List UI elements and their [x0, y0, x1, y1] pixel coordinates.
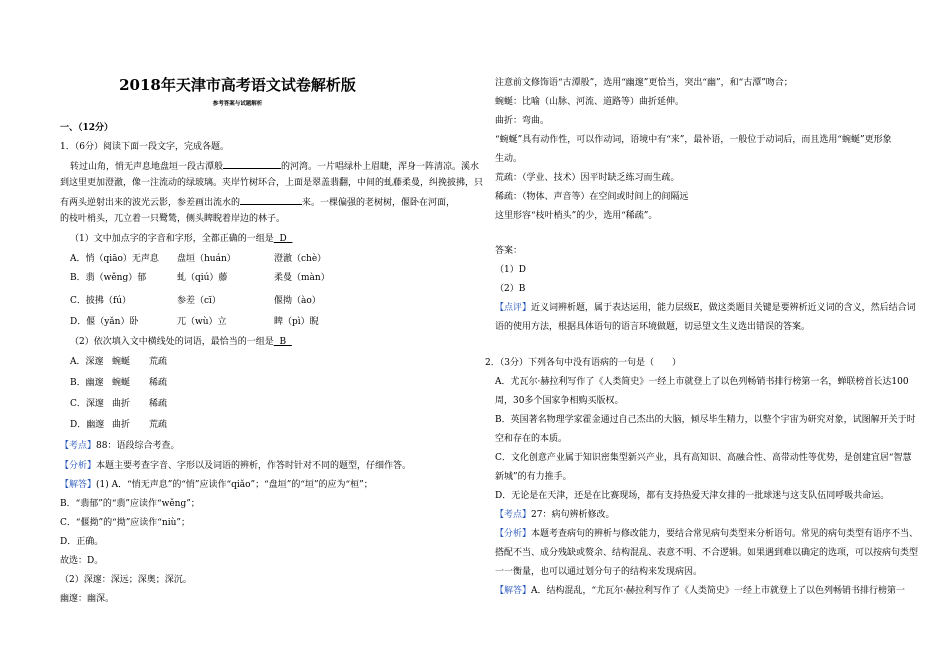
q1-kaodian: 【考点】88：语段综合考查。	[60, 441, 180, 451]
analysis-line: 生动。	[495, 154, 523, 164]
analysis-line: 注意前文修饰语“古潭般”，选用“幽邃”更恰当，突出“幽”，和“古潭”吻合；	[495, 78, 793, 88]
q2-fenxi-line: 搭配不当、成分残缺或赘余、结构混乱、表意不明、不合逻辑。如果遇到难以确定的选项，可以按病句类型	[495, 548, 919, 558]
kaodian-tag: 【考点】	[60, 441, 97, 451]
answer-2: （2）B	[495, 284, 526, 294]
q1-jieda-line: B．“翡郁”的“翡”应读作“wěng”；	[60, 499, 200, 509]
q2-kaodian: 【考点】27：病句辨析修改。	[495, 510, 615, 520]
q2-jieda: 【解答】A．结构混乱，“尤瓦尔·赫拉利写作了《人类简史》一经上市就登上了以色列畅销书排行榜第一	[495, 586, 905, 596]
answer-1: （1）D	[495, 265, 526, 275]
blank-1	[223, 160, 281, 169]
analysis-line: 荒疏：（学业、技术）因平时缺乏练习而生疏。	[495, 173, 680, 183]
analysis-line: 稀疏：（物体、声音等）在空间或时间上的间隔远	[495, 192, 689, 202]
q2-option-b: B．英国著名物理学家霍金通过自己杰出的大脑，倾尽毕生精力，以整个宇宙为研究对象，试图解开关于时	[495, 415, 916, 425]
q2-option-d: D．无论是在天津，还是在比赛现场，都有支持热爱天津女排的一批球迷与这支队伍同呼吸共命运。	[495, 491, 890, 501]
analysis-line: 蜿蜒：比喻（山脉、河流、道路等）曲折延伸。	[495, 97, 685, 107]
passage-line-1: 转过山角，悄无声息地盘垣一段古潭般 的河湾。一片唱绿朴上眉睫，浑身一阵清凉。溪水	[70, 162, 480, 172]
dianping: 【点评】近义词辨析题，属于表达运用，能力层级E，做这类题目关键是要辨析近义词的含义，然后结合词	[495, 303, 916, 313]
q1-sub2: （2）依次填入文中横线处的词语，最恰当的一组是 B	[70, 337, 292, 347]
q1-stem: 1．（6分）阅读下面一段文字，完成各题。	[60, 142, 229, 152]
passage-line-2: 到这里更加澄澈，像一注流动的绿玻璃。夹岸竹树环合，上面是翠盖翡翻，中间的虬藤柔曼，纠挽披拂，只	[60, 178, 484, 188]
q2-option-b-cont: 空和存在的本质。	[495, 434, 568, 444]
passage-line-4: 的枝叶梢头，兀立着一只鹭鸶，侧头睥睨着岸边的林子。	[60, 214, 286, 224]
fenxi-tag: 【分析】	[495, 529, 532, 539]
q2-option-a-cont: 周，30多个国家争相购买版权。	[495, 396, 624, 406]
q1-jieda-line: D．正确。	[60, 537, 104, 547]
dianping-tag: 【点评】	[495, 303, 532, 313]
analysis-line: 曲折：弯曲。	[495, 116, 550, 126]
page-subtitle: 参考答案与试题解析	[212, 101, 263, 107]
analysis-line: “蜿蜒”具有动作性，可以作动词，语境中有“来”，最补语，一般位于动词后，而且选用“蜿蜒”更形象	[495, 135, 892, 145]
q2-fenxi-line: 一一衡量，也可以通过划分句子的结构来发现病因。	[495, 567, 703, 577]
q1-sub1: （1）文中加点字的字音和字形，全都正确的一组是 D	[70, 234, 292, 244]
q2-option-a: A．尤瓦尔·赫拉利写作了《人类简史》一经上市就登上了以色列畅销书排行榜第一名，蝉联榜首长达100	[495, 377, 909, 387]
sub1-answer: D	[279, 234, 287, 244]
jieda-tag: 【解答】	[60, 480, 97, 490]
q2-option-c: C．文化创意产业属于知识密集型新兴产业，具有高知识、高融合性、高带动性等优势，是创建宜居“智慧	[495, 453, 912, 463]
page-title: 2018年天津市高考语文试卷解析版	[119, 76, 356, 94]
jieda-tag: 【解答】	[495, 586, 532, 596]
q2-stem: 2．（3分）下列各句中没有语病的一句是（ ）	[485, 358, 681, 368]
q2-option-c-cont: 新城”的有力推手。	[495, 472, 572, 482]
analysis-line: 这里形容“枝叶梢头”的少，选用“稀疏”。	[495, 211, 658, 221]
sub2-answer: B	[279, 337, 287, 347]
q1-jieda-line: 故选：D。	[60, 556, 104, 566]
q1-jieda-line: C．“偃拗”的“拗”应读作“niù”；	[60, 518, 190, 528]
q1-jieda: 【解答】(1) A．“悄无声息”的“悄”应读作“qiǎo”；“盘垣”的“垣”的应为“桓”；	[60, 480, 373, 490]
fenxi-tag: 【分析】	[60, 461, 97, 471]
q1-jieda-line: （2）深邃：深远；深奥；深沉。	[60, 575, 192, 585]
answer-label: 答案：	[495, 246, 523, 256]
kaodian-tag: 【考点】	[495, 510, 532, 520]
q1-fenxi: 【分析】本题主要考查字音、字形以及词语的辨析，作答时针对不同的题型，仔细作答。	[60, 461, 412, 471]
dianping-line: 语的使用方法，根据具体语句的语言环境做题，切忌望文生义选出错误的答案。	[495, 322, 811, 332]
blank-2	[240, 196, 302, 205]
q2-fenxi: 【分析】本题考查病句的辨析与修改能力，要结合常见病句类型来分析语句。常见的病句类型有语序不当、	[495, 529, 919, 539]
passage-line-3: 有两头逆射出来的波光云影，参差画出流水的 来。一棵偏强的老树树，偃卧在河面，	[60, 198, 456, 208]
q1-jieda-line: 幽邃：幽深。	[60, 594, 115, 604]
section-heading: 一、（12分）	[60, 123, 114, 133]
